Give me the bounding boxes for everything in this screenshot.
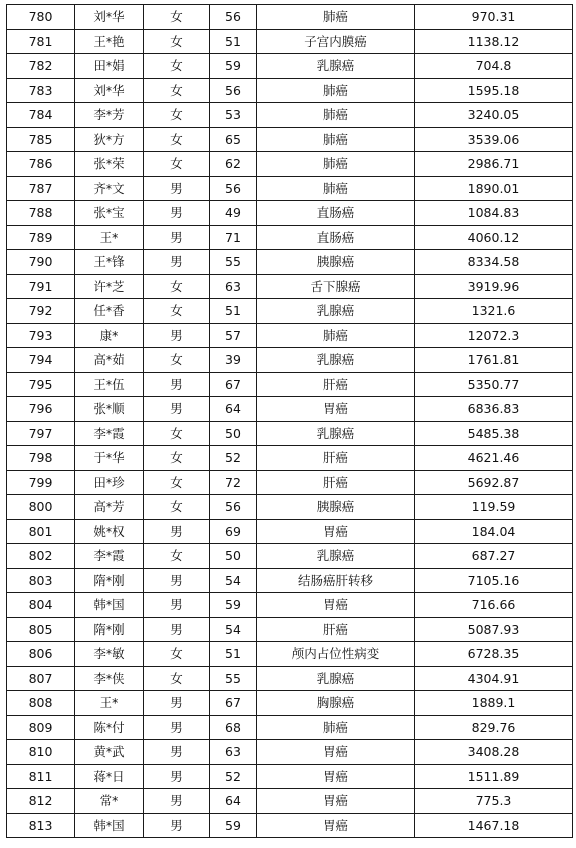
age-cell: 59	[210, 813, 257, 838]
table-row	[7, 299, 573, 324]
amount-cell: 1138.12	[415, 29, 573, 54]
patient-name-cell: 高*茹	[75, 348, 144, 373]
age-cell: 52	[210, 764, 257, 789]
patient-name-cell: 王*	[75, 225, 144, 250]
gender-cell: 女	[144, 54, 210, 79]
diagnosis-cell: 肝癌	[257, 470, 415, 495]
patient-name-cell: 李*敏	[75, 642, 144, 667]
age-cell: 59	[210, 593, 257, 618]
age-cell: 51	[210, 29, 257, 54]
table-row	[7, 666, 573, 691]
gender-cell: 男	[144, 764, 210, 789]
table-row	[7, 274, 573, 299]
row-number-cell: 793	[7, 323, 75, 348]
amount-cell: 5350.77	[415, 372, 573, 397]
amount-cell: 704.8	[415, 54, 573, 79]
diagnosis-cell: 胃癌	[257, 813, 415, 838]
gender-cell: 女	[144, 348, 210, 373]
amount-cell: 3539.06	[415, 127, 573, 152]
amount-cell: 1511.89	[415, 764, 573, 789]
table-row	[7, 617, 573, 642]
diagnosis-cell: 胰腺癌	[257, 250, 415, 275]
diagnosis-cell: 颅内占位性病变	[257, 642, 415, 667]
table-row	[7, 127, 573, 152]
gender-cell: 男	[144, 593, 210, 618]
gender-cell: 男	[144, 813, 210, 838]
row-number-cell: 802	[7, 544, 75, 569]
row-number-cell: 798	[7, 446, 75, 471]
gender-cell: 女	[144, 446, 210, 471]
age-cell: 68	[210, 715, 257, 740]
age-cell: 72	[210, 470, 257, 495]
patient-name-cell: 隋*刚	[75, 617, 144, 642]
diagnosis-cell: 乳腺癌	[257, 299, 415, 324]
gender-cell: 女	[144, 274, 210, 299]
amount-cell: 6836.83	[415, 397, 573, 422]
table-row	[7, 470, 573, 495]
gender-cell: 男	[144, 250, 210, 275]
diagnosis-cell: 肺癌	[257, 78, 415, 103]
table-row	[7, 691, 573, 716]
patient-name-cell: 韩*国	[75, 593, 144, 618]
amount-cell: 8334.58	[415, 250, 573, 275]
gender-cell: 男	[144, 715, 210, 740]
table-row	[7, 372, 573, 397]
patient-name-cell: 李*芳	[75, 103, 144, 128]
age-cell: 54	[210, 568, 257, 593]
row-number-cell: 801	[7, 519, 75, 544]
diagnosis-cell: 胰腺癌	[257, 495, 415, 520]
amount-cell: 716.66	[415, 593, 573, 618]
diagnosis-cell: 乳腺癌	[257, 54, 415, 79]
row-number-cell: 797	[7, 421, 75, 446]
table-row	[7, 568, 573, 593]
table-row	[7, 593, 573, 618]
age-cell: 67	[210, 691, 257, 716]
table-row	[7, 323, 573, 348]
patient-name-cell: 张*顺	[75, 397, 144, 422]
age-cell: 63	[210, 740, 257, 765]
age-cell: 71	[210, 225, 257, 250]
row-number-cell: 799	[7, 470, 75, 495]
diagnosis-cell: 乳腺癌	[257, 666, 415, 691]
gender-cell: 男	[144, 519, 210, 544]
gender-cell: 男	[144, 225, 210, 250]
diagnosis-cell: 胸腺癌	[257, 691, 415, 716]
age-cell: 53	[210, 103, 257, 128]
diagnosis-cell: 乳腺癌	[257, 421, 415, 446]
diagnosis-cell: 胃癌	[257, 593, 415, 618]
age-cell: 59	[210, 54, 257, 79]
patient-name-cell: 高*芳	[75, 495, 144, 520]
gender-cell: 男	[144, 691, 210, 716]
patient-name-cell: 狄*方	[75, 127, 144, 152]
patient-name-cell: 姚*权	[75, 519, 144, 544]
patient-name-cell: 韩*国	[75, 813, 144, 838]
row-number-cell: 810	[7, 740, 75, 765]
age-cell: 69	[210, 519, 257, 544]
gender-cell: 男	[144, 617, 210, 642]
age-cell: 52	[210, 446, 257, 471]
row-number-cell: 792	[7, 299, 75, 324]
age-cell: 63	[210, 274, 257, 299]
row-number-cell: 796	[7, 397, 75, 422]
gender-cell: 女	[144, 5, 210, 30]
table-row	[7, 764, 573, 789]
amount-cell: 6728.35	[415, 642, 573, 667]
row-number-cell: 789	[7, 225, 75, 250]
table-row	[7, 544, 573, 569]
patient-name-cell: 刘*华	[75, 78, 144, 103]
row-number-cell: 800	[7, 495, 75, 520]
age-cell: 55	[210, 666, 257, 691]
patient-name-cell: 康*	[75, 323, 144, 348]
age-cell: 62	[210, 152, 257, 177]
table-row	[7, 519, 573, 544]
diagnosis-cell: 直肠癌	[257, 225, 415, 250]
age-cell: 56	[210, 495, 257, 520]
amount-cell: 4060.12	[415, 225, 573, 250]
patient-name-cell: 李*霞	[75, 544, 144, 569]
table-row	[7, 5, 573, 30]
table-row	[7, 446, 573, 471]
amount-cell: 687.27	[415, 544, 573, 569]
row-number-cell: 804	[7, 593, 75, 618]
age-cell: 50	[210, 421, 257, 446]
age-cell: 56	[210, 5, 257, 30]
gender-cell: 女	[144, 78, 210, 103]
diagnosis-cell: 肺癌	[257, 176, 415, 201]
row-number-cell: 812	[7, 789, 75, 814]
table-row	[7, 225, 573, 250]
patient-name-cell: 于*华	[75, 446, 144, 471]
gender-cell: 男	[144, 789, 210, 814]
gender-cell: 女	[144, 152, 210, 177]
diagnosis-cell: 肺癌	[257, 127, 415, 152]
patient-name-cell: 王*锋	[75, 250, 144, 275]
gender-cell: 女	[144, 127, 210, 152]
patient-name-cell: 李*侠	[75, 666, 144, 691]
table-row	[7, 813, 573, 838]
diagnosis-cell: 肝癌	[257, 446, 415, 471]
row-number-cell: 803	[7, 568, 75, 593]
row-number-cell: 788	[7, 201, 75, 226]
gender-cell: 女	[144, 642, 210, 667]
patient-table	[6, 4, 573, 838]
patient-name-cell: 常*	[75, 789, 144, 814]
gender-cell: 女	[144, 29, 210, 54]
age-cell: 67	[210, 372, 257, 397]
table-body	[7, 5, 573, 838]
table-row	[7, 201, 573, 226]
row-number-cell: 786	[7, 152, 75, 177]
table-row	[7, 78, 573, 103]
amount-cell: 119.59	[415, 495, 573, 520]
age-cell: 49	[210, 201, 257, 226]
patient-name-cell: 王*	[75, 691, 144, 716]
table-row	[7, 642, 573, 667]
diagnosis-cell: 肺癌	[257, 103, 415, 128]
patient-name-cell: 陈*付	[75, 715, 144, 740]
age-cell: 54	[210, 617, 257, 642]
amount-cell: 5087.93	[415, 617, 573, 642]
amount-cell: 3919.96	[415, 274, 573, 299]
gender-cell: 男	[144, 176, 210, 201]
age-cell: 64	[210, 789, 257, 814]
diagnosis-cell: 肺癌	[257, 715, 415, 740]
row-number-cell: 781	[7, 29, 75, 54]
amount-cell: 3408.28	[415, 740, 573, 765]
patient-name-cell: 王*伍	[75, 372, 144, 397]
amount-cell: 829.76	[415, 715, 573, 740]
row-number-cell: 782	[7, 54, 75, 79]
table-row	[7, 54, 573, 79]
amount-cell: 1761.81	[415, 348, 573, 373]
diagnosis-cell: 胃癌	[257, 740, 415, 765]
diagnosis-cell: 乳腺癌	[257, 348, 415, 373]
gender-cell: 男	[144, 397, 210, 422]
row-number-cell: 813	[7, 813, 75, 838]
table-row	[7, 789, 573, 814]
gender-cell: 男	[144, 568, 210, 593]
table-row	[7, 421, 573, 446]
amount-cell: 970.31	[415, 5, 573, 30]
patient-name-cell: 齐*文	[75, 176, 144, 201]
age-cell: 65	[210, 127, 257, 152]
patient-name-cell: 张*宝	[75, 201, 144, 226]
amount-cell: 1595.18	[415, 78, 573, 103]
diagnosis-cell: 胃癌	[257, 764, 415, 789]
diagnosis-cell: 肝癌	[257, 372, 415, 397]
amount-cell: 184.04	[415, 519, 573, 544]
diagnosis-cell: 肺癌	[257, 152, 415, 177]
table-row	[7, 495, 573, 520]
patient-name-cell: 李*霞	[75, 421, 144, 446]
amount-cell: 5485.38	[415, 421, 573, 446]
row-number-cell: 784	[7, 103, 75, 128]
patient-name-cell: 任*香	[75, 299, 144, 324]
gender-cell: 女	[144, 103, 210, 128]
row-number-cell: 791	[7, 274, 75, 299]
amount-cell: 1890.01	[415, 176, 573, 201]
gender-cell: 女	[144, 666, 210, 691]
row-number-cell: 795	[7, 372, 75, 397]
gender-cell: 男	[144, 372, 210, 397]
row-number-cell: 794	[7, 348, 75, 373]
amount-cell: 1321.6	[415, 299, 573, 324]
patient-name-cell: 蒋*日	[75, 764, 144, 789]
amount-cell: 4621.46	[415, 446, 573, 471]
age-cell: 51	[210, 299, 257, 324]
patient-name-cell: 隋*刚	[75, 568, 144, 593]
gender-cell: 女	[144, 495, 210, 520]
amount-cell: 7105.16	[415, 568, 573, 593]
table-row	[7, 740, 573, 765]
patient-name-cell: 田*娟	[75, 54, 144, 79]
patient-name-cell: 张*荣	[75, 152, 144, 177]
diagnosis-cell: 胃癌	[257, 519, 415, 544]
row-number-cell: 787	[7, 176, 75, 201]
amount-cell: 3240.05	[415, 103, 573, 128]
gender-cell: 男	[144, 740, 210, 765]
gender-cell: 女	[144, 544, 210, 569]
gender-cell: 男	[144, 323, 210, 348]
age-cell: 64	[210, 397, 257, 422]
row-number-cell: 780	[7, 5, 75, 30]
diagnosis-cell: 肺癌	[257, 323, 415, 348]
table-row	[7, 397, 573, 422]
table-row	[7, 250, 573, 275]
age-cell: 56	[210, 78, 257, 103]
diagnosis-cell: 胃癌	[257, 789, 415, 814]
patient-name-cell: 黄*武	[75, 740, 144, 765]
diagnosis-cell: 乳腺癌	[257, 544, 415, 569]
patient-name-cell: 许*芝	[75, 274, 144, 299]
row-number-cell: 807	[7, 666, 75, 691]
diagnosis-cell: 子宫内膜癌	[257, 29, 415, 54]
patient-name-cell: 田*珍	[75, 470, 144, 495]
diagnosis-cell: 直肠癌	[257, 201, 415, 226]
diagnosis-cell: 肝癌	[257, 617, 415, 642]
amount-cell: 775.3	[415, 789, 573, 814]
table-row	[7, 103, 573, 128]
age-cell: 51	[210, 642, 257, 667]
gender-cell: 女	[144, 299, 210, 324]
row-number-cell: 809	[7, 715, 75, 740]
age-cell: 56	[210, 176, 257, 201]
row-number-cell: 806	[7, 642, 75, 667]
amount-cell: 5692.87	[415, 470, 573, 495]
amount-cell: 12072.3	[415, 323, 573, 348]
row-number-cell: 785	[7, 127, 75, 152]
row-number-cell: 790	[7, 250, 75, 275]
table-row	[7, 715, 573, 740]
table-row	[7, 29, 573, 54]
age-cell: 57	[210, 323, 257, 348]
age-cell: 39	[210, 348, 257, 373]
gender-cell: 男	[144, 201, 210, 226]
amount-cell: 2986.71	[415, 152, 573, 177]
patient-name-cell: 刘*华	[75, 5, 144, 30]
table-row	[7, 348, 573, 373]
amount-cell: 1889.1	[415, 691, 573, 716]
amount-cell: 1467.18	[415, 813, 573, 838]
age-cell: 50	[210, 544, 257, 569]
row-number-cell: 808	[7, 691, 75, 716]
amount-cell: 1084.83	[415, 201, 573, 226]
age-cell: 55	[210, 250, 257, 275]
table-row	[7, 176, 573, 201]
patient-name-cell: 王*艳	[75, 29, 144, 54]
diagnosis-cell: 胃癌	[257, 397, 415, 422]
amount-cell: 4304.91	[415, 666, 573, 691]
table-row	[7, 152, 573, 177]
diagnosis-cell: 肺癌	[257, 5, 415, 30]
row-number-cell: 783	[7, 78, 75, 103]
diagnosis-cell: 舌下腺癌	[257, 274, 415, 299]
gender-cell: 女	[144, 470, 210, 495]
gender-cell: 女	[144, 421, 210, 446]
diagnosis-cell: 结肠癌肝转移	[257, 568, 415, 593]
row-number-cell: 805	[7, 617, 75, 642]
row-number-cell: 811	[7, 764, 75, 789]
